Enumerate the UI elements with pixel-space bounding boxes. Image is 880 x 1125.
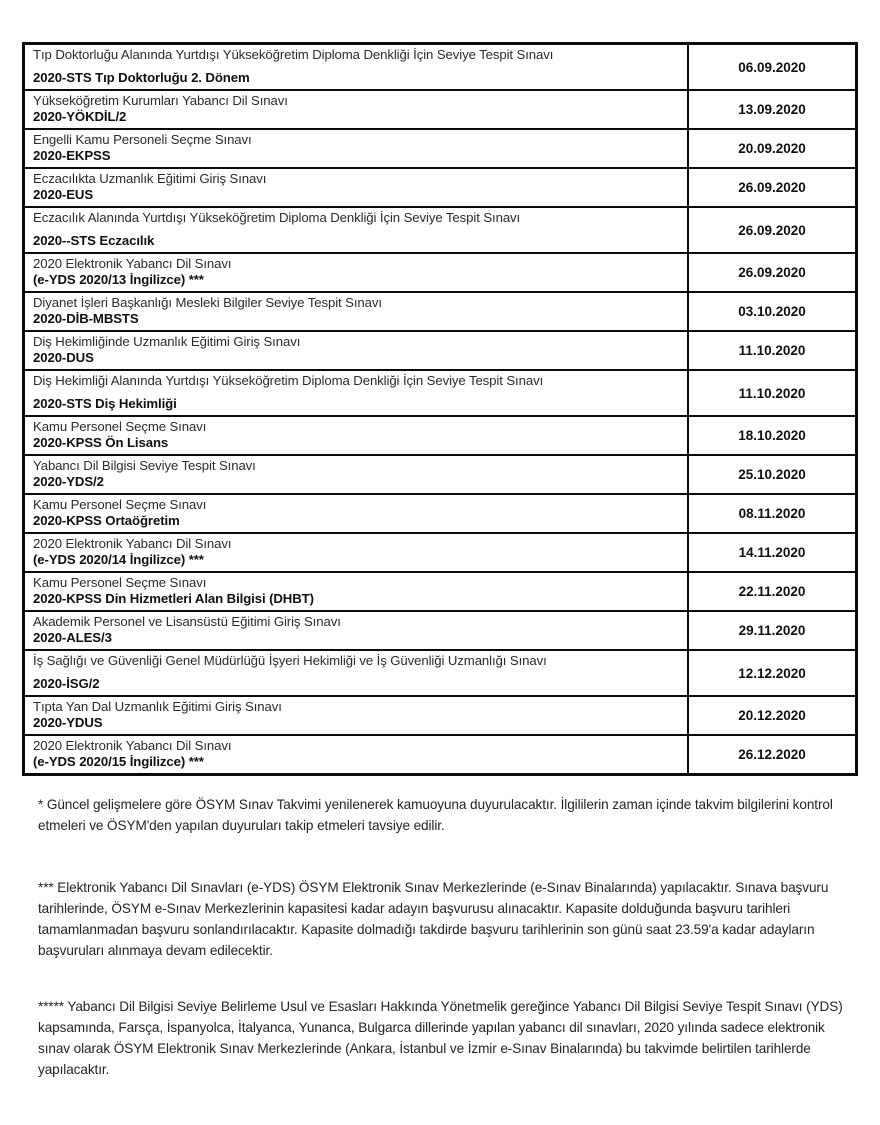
exam-name-cell (25, 254, 689, 291)
exam-date: 18.10.2020 (738, 428, 806, 443)
exam-title: Engelli Kamu Personeli Seçme Sınavı (33, 132, 252, 147)
exam-code: (e-YDS 2020/13 İngilizce) *** (33, 272, 204, 287)
footnote-general-update: * Güncel gelişmelere göre ÖSYM Sınav Takvimi yenilenerek kamuoyuna duyurulacaktır. İlgililerin zaman içinde takvim bilgilerini kontrol etmeleri ve ÖSYM'den yapılan duyuruları takip etmeleri tavsiye edilir. (38, 797, 833, 833)
exam-date: 20.12.2020 (738, 708, 806, 723)
exam-code: (e-YDS 2020/15 İngilizce) *** (33, 754, 204, 769)
exam-date: 25.10.2020 (738, 467, 806, 482)
exam-title: Tıpta Yan Dal Uzmanlık Eğitimi Giriş Sınavı (33, 699, 282, 714)
table-row (25, 495, 855, 534)
exam-date: 13.09.2020 (738, 102, 806, 117)
exam-date: 06.09.2020 (738, 59, 806, 75)
exam-date: 26.09.2020 (738, 180, 806, 195)
exam-code: 2020-KPSS Din Hizmetleri Alan Bilgisi (DHBT) (33, 591, 314, 606)
exam-name-cell (25, 612, 689, 649)
exam-name-cell (25, 651, 689, 695)
exam-code: 2020-KPSS Ortaöğretim (33, 513, 180, 528)
exam-name-cell (25, 736, 689, 773)
exam-name-cell (25, 208, 689, 252)
table-row (25, 293, 855, 332)
exam-name-cell (25, 371, 689, 415)
exam-title: Tıp Doktorluğu Alanında Yurtdışı Yükseköğretim Diploma Denkliği İçin Seviye Tespit Sınavı (33, 47, 554, 62)
exam-name-cell (25, 495, 689, 532)
table-row (25, 169, 855, 208)
exam-code: 2020-YDUS (33, 715, 103, 730)
exam-title: Diş Hekimliği Alanında Yurtdışı Yükseköğretim Diploma Denkliği İçin Seviye Tespit Sınavı (33, 373, 544, 388)
exam-title: Eczacılık Alanında Yurtdışı Yükseköğretim Diploma Denkliği İçin Seviye Tespit Sınavı (33, 210, 521, 225)
exam-title: Diş Hekimliğinde Uzmanlık Eğitimi Giriş Sınavı (33, 334, 301, 349)
exam-code: 2020-STS Tıp Doktorluğu 2. Dönem (33, 70, 250, 85)
exam-date: 11.10.2020 (738, 385, 806, 401)
footnote-yds-languages: ***** Yabancı Dil Bilgisi Seviye Belirleme Usul ve Esasları Hakkında Yönetmelik gereğince Yabancı Dil Bilgisi Seviye Tespit Sınavı (YDS) kapsamında, Farsça, İspanyolca, İtalyanca, Yunanca, Bulgarca dillerinde yapılan yabancı dil sınavları, 2020 yılında sadece elektronik sınav olarak ÖSYM Elektronik Sınav Merkezlerinde (Ankara, İstanbul ve İzmir e-Sınav Binalarında) bu takvimde belirtilen tarihlerde yapılacaktır. (38, 999, 843, 1077)
table-row (25, 91, 855, 130)
exam-name-cell (25, 91, 689, 128)
exam-name-cell (25, 534, 689, 571)
table-row (25, 573, 855, 612)
exam-name-cell (25, 456, 689, 493)
exam-code: 2020-İSG/2 (33, 676, 100, 691)
exam-title: Kamu Personel Seçme Sınavı (33, 419, 207, 434)
table-row (25, 417, 855, 456)
exam-date: 03.10.2020 (738, 304, 806, 319)
exam-date: 26.09.2020 (738, 265, 806, 280)
exam-schedule-table (22, 42, 858, 776)
exam-name-cell (25, 573, 689, 610)
exam-name-cell (25, 130, 689, 167)
table-row (25, 130, 855, 169)
exam-date: 14.11.2020 (738, 545, 806, 560)
exam-code: 2020-YÖKDİL/2 (33, 109, 127, 124)
exam-code: 2020-EKPSS (33, 148, 111, 163)
exam-title: Diyanet İşleri Başkanlığı Mesleki Bilgiler Seviye Tespit Sınavı (33, 295, 382, 310)
table-row (25, 456, 855, 495)
table-row (25, 736, 855, 773)
exam-date: 22.11.2020 (738, 584, 806, 599)
exam-code: 2020-KPSS Ön Lisans (33, 435, 169, 450)
table-row (25, 651, 855, 697)
footnote-eyds-capacity: *** Elektronik Yabancı Dil Sınavları (e-YDS) ÖSYM Elektronik Sınav Merkezlerinde (e-Sınav Binalarında) yapılacaktır. Sınava başvuru tarihlerinde, ÖSYM e-Sınav Merkezlerinin kapasitesi kadar adayın başvurusu alınacaktır. Kapasite dolduğunda başvuru tarihleri tamamlanmadan başvuru sonlandırılacaktır. Kapasite dolmadığı takdirde başvuru tarihlerinin son günü saat 23.59'a kadar adayların başvuruları alınmaya devam edilecektir. (38, 880, 829, 958)
exam-name-cell (25, 332, 689, 369)
table-row (25, 697, 855, 736)
exam-title: Akademik Personel ve Lisansüstü Eğitimi Giriş Sınavı (33, 614, 341, 629)
exam-title: Kamu Personel Seçme Sınavı (33, 497, 207, 512)
exam-name-cell (25, 169, 689, 206)
exam-date: 20.09.2020 (738, 141, 806, 156)
exam-date: 29.11.2020 (738, 623, 806, 638)
exam-title: 2020 Elektronik Yabancı Dil Sınavı (33, 738, 232, 753)
exam-title: Yükseköğretim Kurumları Yabancı Dil Sınavı (33, 93, 288, 108)
exam-code: 2020-YDS/2 (33, 474, 104, 489)
exam-code: 2020--STS Eczacılık (33, 233, 155, 248)
exam-date: 26.09.2020 (738, 222, 806, 238)
exam-name-cell (25, 45, 689, 89)
exam-code: 2020-DİB-MBSTS (33, 311, 139, 326)
exam-code: 2020-STS Diş Hekimliği (33, 396, 177, 411)
exam-code: 2020-EUS (33, 187, 94, 202)
exam-name-cell (25, 417, 689, 454)
exam-title: 2020 Elektronik Yabancı Dil Sınavı (33, 536, 232, 551)
exam-code: 2020-DUS (33, 350, 94, 365)
exam-date: 11.10.2020 (738, 343, 806, 358)
table-row (25, 612, 855, 651)
exam-date: 08.11.2020 (738, 506, 806, 521)
exam-name-cell (25, 697, 689, 734)
table-row (25, 332, 855, 371)
exam-title: 2020 Elektronik Yabancı Dil Sınavı (33, 256, 232, 271)
table-row (25, 254, 855, 293)
table-row (25, 208, 855, 254)
exam-code: 2020-ALES/3 (33, 630, 112, 645)
table-row (25, 534, 855, 573)
table-row (25, 45, 855, 91)
exam-title: Yabancı Dil Bilgisi Seviye Tespit Sınavı (33, 458, 256, 473)
table-row (25, 371, 855, 417)
exam-title: Eczacılıkta Uzmanlık Eğitimi Giriş Sınavı (33, 171, 267, 186)
exam-code: (e-YDS 2020/14 İngilizce) *** (33, 552, 204, 567)
exam-title: İş Sağlığı ve Güvenliği Genel Müdürlüğü İşyeri Hekimliği ve İş Güvenliği Uzmanlığı Sınavı (33, 653, 547, 668)
exam-date: 26.12.2020 (738, 747, 806, 762)
exam-title: Kamu Personel Seçme Sınavı (33, 575, 207, 590)
exam-date: 12.12.2020 (738, 665, 806, 681)
exam-name-cell (25, 293, 689, 330)
